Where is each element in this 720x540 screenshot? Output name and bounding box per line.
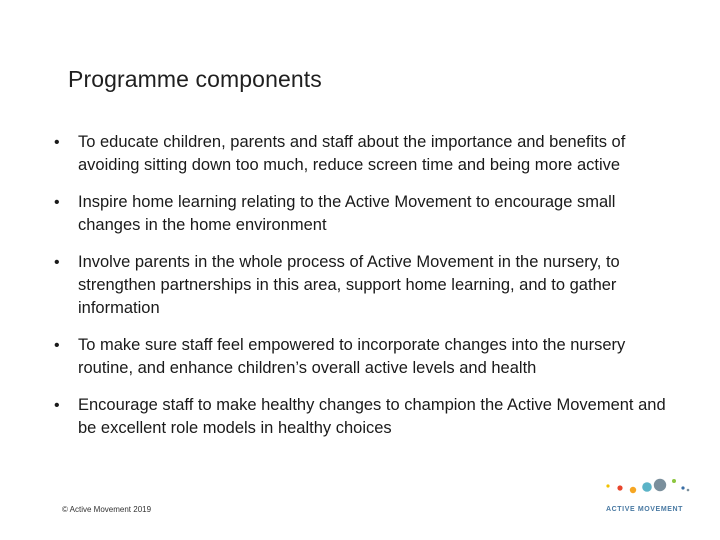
logo-dot <box>672 479 676 483</box>
logo-dot <box>606 484 609 487</box>
bullet-text: To educate children, parents and staff about the importance and benefits of avoiding sitting down too much, reduce screen time and being more active <box>78 133 626 174</box>
bullet-text: To make sure staff feel empowered to incorporate changes into the nursery routine, and enhance children’s overall active levels and health <box>78 336 626 377</box>
bullet-text: Involve parents in the whole process of Active Movement in the nursery, to strengthen partnerships in this area, support home learning, and to gather information <box>78 253 620 317</box>
bullet-item <box>54 334 674 380</box>
bullet-list <box>54 131 674 454</box>
logo-dot <box>654 479 666 491</box>
logo-dot <box>642 482 652 492</box>
bullet-item <box>54 191 674 237</box>
logo-dot <box>681 486 684 489</box>
bullet-dot-icon: • <box>54 194 60 211</box>
bullet-item <box>54 251 674 320</box>
logo-dot <box>617 485 622 490</box>
bullet-text: Encourage staff to make healthy changes to champion the Active Movement and be excellent role models in healthy choices <box>78 396 666 437</box>
bullet-item <box>54 394 674 440</box>
logo-dot <box>687 489 690 492</box>
copyright-footer: © Active Movement 2019 <box>62 505 152 514</box>
logo-dot <box>630 487 636 493</box>
slide-title: Programme components <box>68 66 322 92</box>
bullet-dot-icon: • <box>54 337 60 354</box>
logo-wordmark: ACTIVE MOVEMENT <box>606 506 684 513</box>
bullet-dot-icon: • <box>54 134 60 151</box>
bullet-dot-icon: • <box>54 397 60 414</box>
bullet-dot-icon: • <box>54 254 60 271</box>
bullet-item <box>54 131 674 177</box>
bullet-text: Inspire home learning relating to the Active Movement to encourage small changes in the home environment <box>78 193 616 234</box>
